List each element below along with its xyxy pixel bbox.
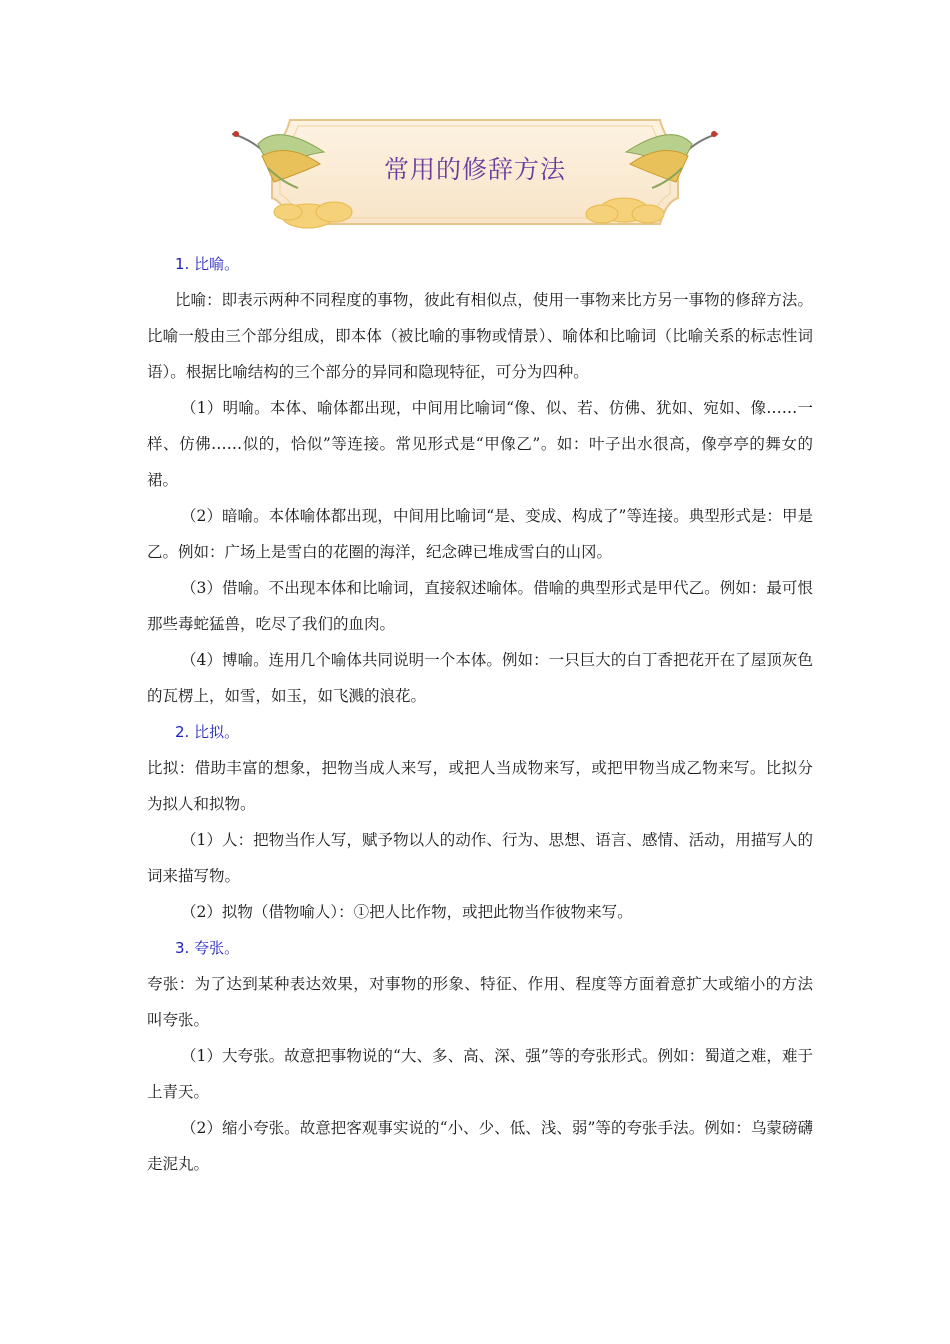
list-item: （1）明喻。本体、喻体都出现，中间用比喻词“像、似、若、仿佛、犹如、宛如、像……一样、仿佛……似的，恰似”等连接。常见形式是“甲像乙”。如：叶子出水很高，像亭亭的舞女的裙。	[147, 399, 813, 489]
list-item: （3）借喻。不出现本体和比喻词，直接叙述喻体。借喻的典型形式是甲代乙。例如：最可恨那些毒蛇猛兽，吃尽了我们的血肉。	[147, 579, 813, 633]
section-intro: 夸张：为了达到某种表达效果，对事物的形象、特征、作用、程度等方面着意扩大或缩小的方法叫夸张。	[147, 975, 813, 1029]
section-intro: 比拟：借助丰富的想象，把物当成人来写，或把人当成物来写，或把甲物当成乙物来写。比拟分为拟人和拟物。	[147, 759, 813, 813]
title-banner	[228, 112, 722, 234]
section-heading: 1. 比喻。	[175, 255, 240, 273]
section-intro: 比喻：即表示两种不同程度的事物，彼此有相似点，使用一事物来比方另一事物的修辞方法。比喻一般由三个部分组成，即本体（被比喻的事物或情景）、喻体和比喻词（比喻关系的标志性词语）。根据比喻结构的三个部分的异同和隐现特征，可分为四种。	[147, 291, 813, 381]
section-hyperbole	[147, 930, 813, 1182]
page-title: 常用的修辞方法	[383, 155, 566, 184]
document-body	[147, 246, 813, 1182]
section-personification	[147, 714, 813, 930]
list-item: （1）大夸张。故意把事物说的“大、多、高、深、强”等的夸张形式。例如：蜀道之难，难于上青天。	[147, 1047, 813, 1101]
section-heading: 3. 夸张。	[175, 939, 240, 957]
list-item: （1）人：把物当作人写，赋予物以人的动作、行为、思想、语言、感情、活动，用描写人的词来描写物。	[147, 831, 813, 885]
section-heading: 2. 比拟。	[175, 723, 240, 741]
list-item: （4）博喻。连用几个喻体共同说明一个本体。例如：一只巨大的白丁香把花开在了屋顶灰色的瓦楞上，如雪，如玉，如飞溅的浪花。	[147, 651, 813, 705]
list-item: （2）暗喻。本体喻体都出现，中间用比喻词“是、变成、构成了”等连接。典型形式是：甲是乙。例如：广场上是雪白的花圈的海洋，纪念碑已堆成雪白的山冈。	[147, 507, 813, 561]
list-item: （2）拟物（借物喻人）：①把人比作物，或把此物当作彼物来写。	[181, 903, 633, 921]
section-metaphor	[147, 246, 813, 714]
list-item: （2）缩小夸张。故意把客观事实说的“小、少、低、浅、弱”等的夸张手法。例如：乌蒙磅礴走泥丸。	[147, 1119, 813, 1173]
